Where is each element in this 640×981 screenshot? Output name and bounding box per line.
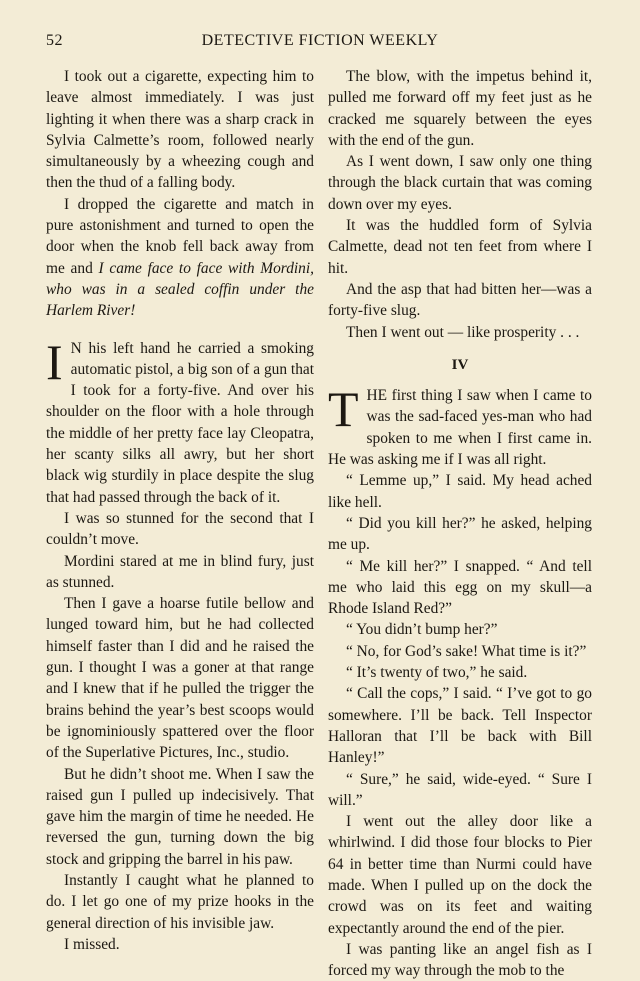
paragraph-text: HE first thing I saw when I came to was the sad-faced yes-man who had spoken to me when I first came in. He was asking me if I was all right.: [328, 387, 592, 469]
paragraph: “ Did you kill her?” he asked, helping me up.: [328, 514, 592, 554]
paragraph: “ Me kill her?” I snapped. “ And tell me who laid this egg on my skull—a Rhode Island Red?”: [328, 557, 592, 618]
paragraph: I was panting like an angel fish as I forced my way through the mob to the: [328, 940, 592, 980]
section-break: [46, 322, 314, 338]
paragraph: The blow, with the impetus behind it, pulled me forward off my feet just as he cracked me squarely between the eyes with the end of the gun.: [328, 68, 592, 149]
page-number: 52: [46, 32, 63, 49]
left-column: [46, 66, 314, 955]
paragraph: “ Call the cops,” I said. “ I’ve got to go somewhere. I’ll be back. Tell Inspector Halloran that I’ll be back with Bill Hanley!”: [328, 685, 592, 767]
paragraph: I went out the alley door like a whirlwind. I did those four blocks to Pier 64 in better time than Nurmi could have made. When I pulled up on the dock the crowd was on its feet and waiting expectantly around the end of the pier.: [328, 813, 592, 937]
paragraph: [46, 194, 314, 322]
section-heading: IV: [451, 356, 469, 373]
paragraph: “ Sure,” he said, wide-eyed. “ Sure I will.”: [328, 770, 592, 809]
paragraph: Then I went out — like prosperity . . .: [346, 323, 580, 341]
paragraph: I missed.: [64, 935, 120, 953]
paragraph-text: I dropped the cigarette and match in pure astonishment and turned to open the door when the knob fell back away from me and: [46, 195, 314, 277]
running-title: DETECTIVE FICTION WEEKLY: [201, 32, 439, 49]
paragraph: “ It’s twenty of two,” he said.: [346, 664, 528, 682]
drop-cap-paragraph: [328, 381, 592, 470]
paragraph: Then I gave a hoarse futile bellow and lunged toward him, but he had collected himself faster than I did and he raised the gun. I thought I was a goner at that range and I knew that if he pulled the trigger the brains behind the year’s best scoops would be ignominiously spattered over the floor of the Superlative Pictures, Inc., studio.: [46, 595, 314, 762]
paragraph-text: N his left hand he carried a smoking automatic pistol, a big son of a gun that I took for a forty-five. And over his shoulder on the floor with a hole through the middle of her pretty face lay Cleopatra, her scanty silks all awry, but her short black wig sturdily in place despite the slug that had passed through the back of it.: [46, 339, 314, 506]
paragraph: Mordini stared at me in blind fury, just as stunned.: [46, 552, 314, 591]
paragraph: I was so stunned for the second that I couldn’t move.: [46, 509, 314, 549]
paragraph: It was the huddled form of Sylvia Calmette, dead not ten feet from where I hit.: [328, 217, 592, 277]
drop-cap-paragraph: [46, 333, 314, 508]
drop-cap: T: [328, 381, 359, 438]
italic-text: I came face to face with Mordini, who was in a sealed coffin under the Harlem River!: [46, 259, 314, 320]
drop-cap: I: [46, 333, 63, 390]
right-column: [328, 66, 592, 981]
running-header: [46, 32, 594, 54]
paragraph: “ You didn’t bump her?”: [346, 621, 498, 639]
paragraph: “ No, for God’s sake! What time is it?”: [346, 642, 587, 660]
paragraph: As I went down, I saw only one thing through the black curtain that was coming down over my eyes.: [328, 153, 592, 213]
paragraph: And the asp that had bitten her—was a forty-five slug.: [328, 280, 592, 320]
paragraph: But he didn’t shoot me. When I saw the raised gun I pulled up indecisively. That gave him the margin of time he needed. He reversed the gun, turning down the big stock and gripping the barrel in his paw.: [46, 765, 314, 868]
paragraph: Instantly I caught what he planned to do. I let go one of my prize hooks in the general direction of his invisible jaw.: [46, 871, 314, 932]
paragraph: “ Lemme up,” I said. My head ached like hell.: [328, 472, 592, 511]
paragraph: I took out a cigarette, expecting him to leave almost immediately. I was just lighting it when there was a sharp crack in Sylvia Calmette’s room, followed nearly simultaneously by a wheezing cough and then the thud of a falling body.: [46, 68, 314, 192]
